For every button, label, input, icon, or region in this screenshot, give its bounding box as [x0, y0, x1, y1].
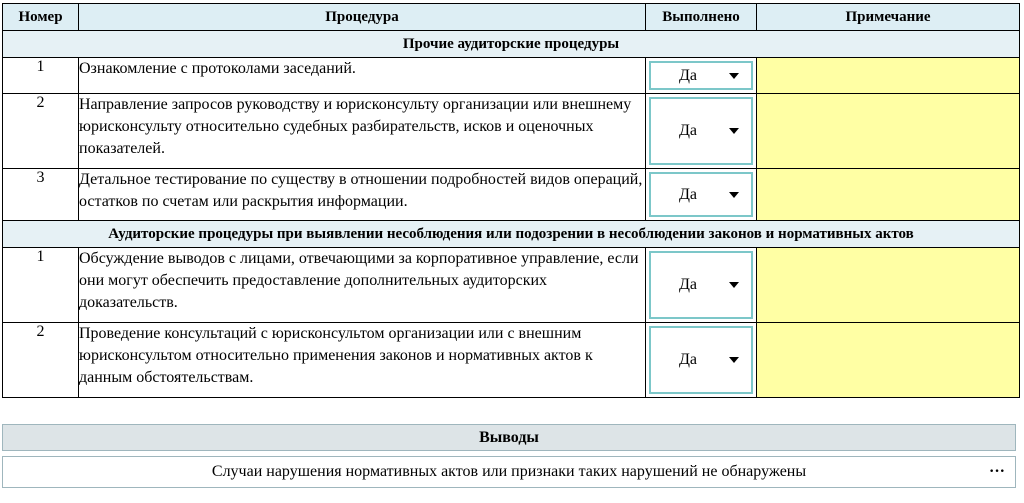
table-row: [3, 169, 1020, 221]
procedures-table: [2, 3, 1020, 398]
note-cell[interactable]: [757, 323, 1020, 398]
row-number: 3: [3, 169, 79, 221]
done-value: Да: [679, 276, 698, 293]
chevron-down-icon: [729, 128, 739, 134]
table-row: [3, 248, 1020, 323]
done-select[interactable]: [649, 251, 753, 319]
done-cell: [646, 58, 757, 94]
table-row: [3, 323, 1020, 398]
chevron-down-icon: [729, 282, 739, 288]
done-select[interactable]: [649, 172, 753, 217]
done-value: Да: [679, 351, 698, 368]
done-select[interactable]: [649, 97, 753, 165]
done-value: Да: [679, 66, 698, 84]
section-header: [3, 31, 1020, 58]
done-value: Да: [679, 185, 698, 203]
row-number: 2: [3, 94, 79, 169]
header-done: Выполнено: [646, 4, 757, 31]
procedure-text: Направление запросов руководству и юрисконсульту организации или внешнему юрисконсульту относительно судебных разбирательств, исков и оценочных показателей.: [79, 94, 646, 169]
section-header: [3, 221, 1020, 248]
procedure-text: Обсуждение выводов с лицами, отвечающими за корпоративное управление, если они могут обеспечить предоставление дополнительных аудиторских доказательств.: [79, 248, 646, 323]
done-select[interactable]: [649, 61, 753, 90]
procedure-text: Ознакомление с протоколами заседаний.: [79, 58, 646, 94]
chevron-down-icon: [729, 73, 739, 79]
conclusions-text: Случаи нарушения нормативных актов или признаки таких нарушений не обнаружены: [211, 463, 807, 480]
chevron-down-icon: [729, 357, 739, 363]
section-title: Прочие аудиторские процедуры: [3, 31, 1020, 58]
table-row: [3, 58, 1020, 94]
header-procedure: Процедура: [79, 4, 646, 31]
table-header: [3, 4, 1020, 31]
note-cell[interactable]: [757, 248, 1020, 323]
note-cell[interactable]: [757, 169, 1020, 221]
done-select[interactable]: [649, 326, 753, 394]
row-number: 2: [3, 323, 79, 398]
section-title: Аудиторские процедуры при выявлении несоблюдения или подозрении в несоблюдении законов и нормативных актов: [3, 221, 1020, 248]
note-cell[interactable]: [757, 58, 1020, 94]
procedure-text: Проведение консультаций с юрисконсультом организации или с внешним юрисконсультом относительно применения законов и нормативных актов к данным обстоятельствам.: [79, 323, 646, 398]
more-options-button[interactable]: ···: [988, 463, 1005, 480]
done-cell: [646, 169, 757, 221]
done-cell: [646, 94, 757, 169]
header-note: Примечание: [757, 4, 1020, 31]
conclusions-field[interactable]: [2, 456, 1016, 488]
procedure-text: Детальное тестирование по существу в отношении подробностей видов операций, остатков по счетам или раскрытия информации.: [79, 169, 646, 221]
note-cell[interactable]: [757, 94, 1020, 169]
chevron-down-icon: [729, 192, 739, 198]
done-value: Да: [679, 122, 698, 139]
table-row: [3, 94, 1020, 169]
row-number: 1: [3, 248, 79, 323]
done-cell: [646, 323, 757, 398]
header-number: Номер: [3, 4, 79, 31]
done-cell: [646, 248, 757, 323]
row-number: 1: [3, 58, 79, 94]
conclusions-header: Выводы: [2, 424, 1016, 451]
